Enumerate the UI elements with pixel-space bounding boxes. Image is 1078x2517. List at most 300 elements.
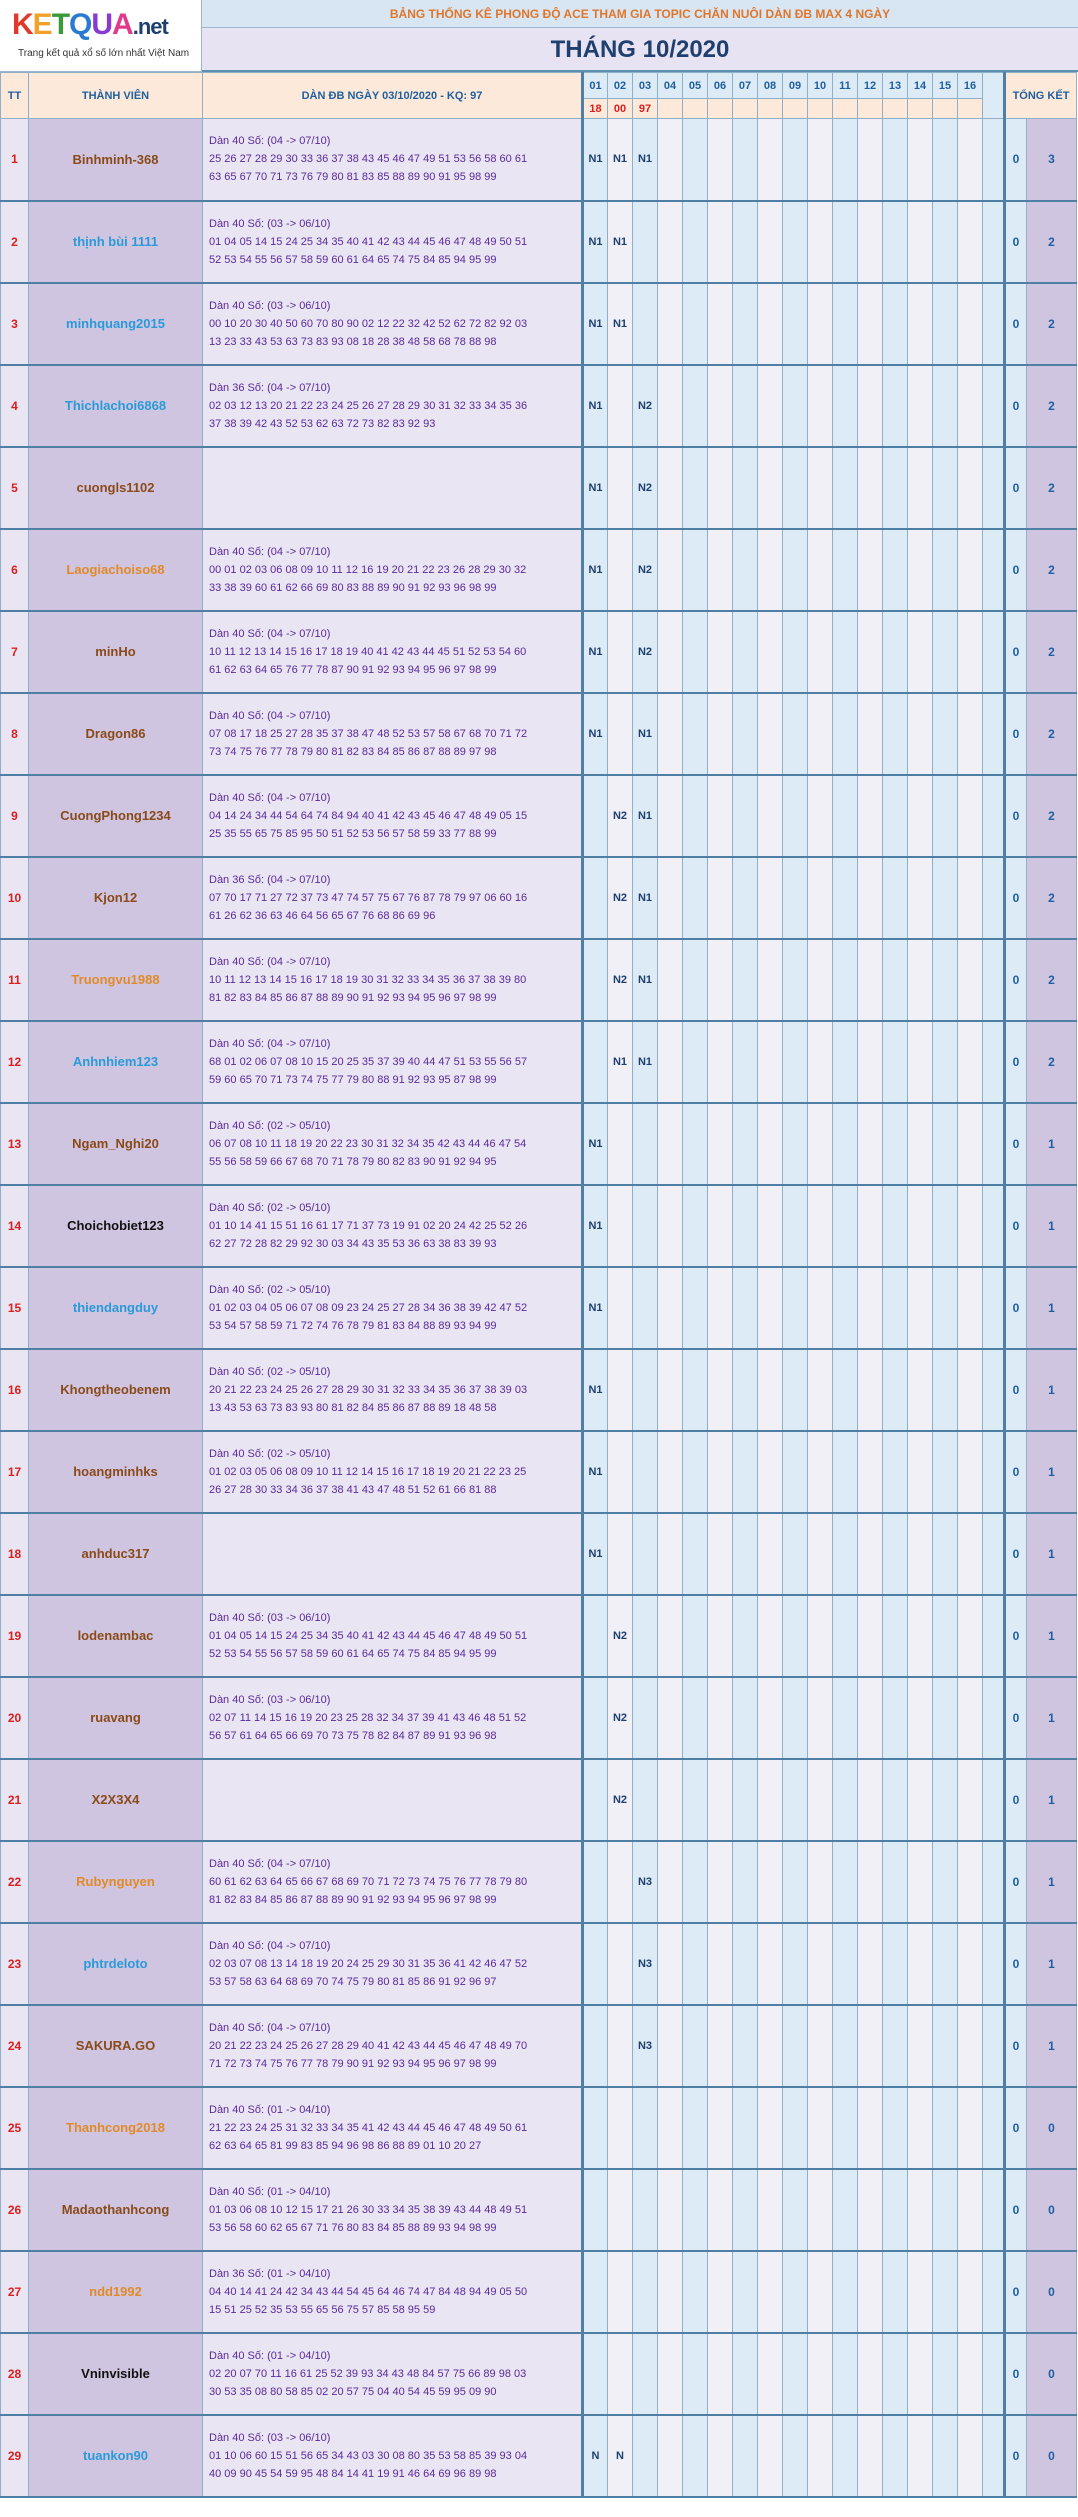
member-name[interactable]: X2X3X4 bbox=[29, 1759, 203, 1841]
day-mark-05 bbox=[683, 2415, 708, 2497]
total-count: 0 bbox=[1005, 611, 1027, 693]
day-mark-12 bbox=[858, 939, 883, 1021]
day-mark-09 bbox=[783, 939, 808, 1021]
dan-title: Dàn 40 Số: (02 -> 05/10) bbox=[209, 1119, 331, 1132]
day-mark-07 bbox=[733, 1841, 758, 1923]
total-count: 0 bbox=[1005, 1513, 1027, 1595]
member-name[interactable]: cuongls1102 bbox=[29, 447, 203, 529]
dan-number-list: 02 07 11 14 15 16 19 20 23 25 28 32 34 37 39 41 43 46 48 51 52 56 57 61 64 65 66 69 70 73 75 78 82 84 87 89 91 93 96 98 bbox=[209, 1711, 527, 1742]
day-mark-02 bbox=[608, 2333, 633, 2415]
member-row bbox=[1, 1185, 1077, 1267]
day-mark-09 bbox=[783, 1513, 808, 1595]
total-score: 1 bbox=[1027, 1841, 1077, 1923]
dan-numbers bbox=[203, 529, 583, 611]
site-logo[interactable] bbox=[0, 0, 202, 72]
member-name[interactable]: Khongtheobenem bbox=[29, 1349, 203, 1431]
total-score: 0 bbox=[1027, 2087, 1077, 2169]
dan-number-list: 01 03 06 08 10 12 15 17 21 26 30 33 34 35 38 39 43 44 48 49 51 53 56 58 60 62 65 67 71 76 80 83 84 85 88 89 93 94 98 99 bbox=[209, 2203, 528, 2234]
day-mark-02 bbox=[608, 2251, 633, 2333]
total-count: 0 bbox=[1005, 2333, 1027, 2415]
member-row bbox=[1, 1431, 1077, 1513]
sheet-title: BẢNG THỐNG KÊ PHONG ĐỘ ACE THAM GIA TOPIC CHĂN NUÔI DÀN ĐB MAX 4 NGÀY bbox=[202, 0, 1078, 28]
member-name[interactable]: Vninvisible bbox=[29, 2333, 203, 2415]
day-mark-07 bbox=[733, 693, 758, 775]
row-spacer bbox=[983, 2005, 1005, 2087]
member-name[interactable]: CuongPhong1234 bbox=[29, 775, 203, 857]
day-mark-14 bbox=[908, 857, 933, 939]
day-mark-12 bbox=[858, 201, 883, 283]
day-mark-07 bbox=[733, 2005, 758, 2087]
dan-title: Dàn 40 Số: (03 -> 06/10) bbox=[209, 217, 331, 230]
day-mark-07 bbox=[733, 1677, 758, 1759]
day-mark-07 bbox=[733, 365, 758, 447]
total-count: 0 bbox=[1005, 693, 1027, 775]
day-mark-12 bbox=[858, 1677, 883, 1759]
day-mark-16 bbox=[958, 119, 983, 201]
dan-numbers bbox=[203, 447, 583, 529]
day-mark-04 bbox=[658, 283, 683, 365]
day-mark-15 bbox=[933, 201, 958, 283]
day-mark-09 bbox=[783, 1595, 808, 1677]
dan-title: Dàn 40 Số: (01 -> 04/10) bbox=[209, 2349, 331, 2362]
day-mark-13 bbox=[883, 1431, 908, 1513]
day-mark-10 bbox=[808, 1349, 833, 1431]
day-mark-16 bbox=[958, 2415, 983, 2497]
dan-numbers bbox=[203, 939, 583, 1021]
dan-title: Dàn 40 Số: (04 -> 07/10) bbox=[209, 709, 331, 722]
day-mark-10 bbox=[808, 1595, 833, 1677]
day-mark-06 bbox=[708, 1595, 733, 1677]
day-mark-13 bbox=[883, 775, 908, 857]
day-header-07: 07 bbox=[733, 73, 758, 99]
day-mark-02 bbox=[608, 611, 633, 693]
member-name[interactable]: Rubynguyen bbox=[29, 1841, 203, 1923]
day-mark-15 bbox=[933, 283, 958, 365]
total-count: 0 bbox=[1005, 1841, 1027, 1923]
day-header-01: 01 bbox=[583, 73, 608, 99]
member-row bbox=[1, 2333, 1077, 2415]
member-name[interactable]: Dragon86 bbox=[29, 693, 203, 775]
day-mark-04 bbox=[658, 1595, 683, 1677]
day-mark-16 bbox=[958, 1677, 983, 1759]
member-name[interactable]: anhduc317 bbox=[29, 1513, 203, 1595]
day-mark-05 bbox=[683, 611, 708, 693]
total-count: 0 bbox=[1005, 529, 1027, 611]
day-mark-02 bbox=[608, 1513, 633, 1595]
day-mark-06 bbox=[708, 283, 733, 365]
row-spacer bbox=[983, 1841, 1005, 1923]
day-mark-06 bbox=[708, 447, 733, 529]
day-mark-06 bbox=[708, 2415, 733, 2497]
member-name[interactable]: Ngam_Nghi20 bbox=[29, 1103, 203, 1185]
day-mark-01 bbox=[583, 775, 608, 857]
dan-title: Dàn 36 Số: (01 -> 04/10) bbox=[209, 2267, 331, 2280]
day-mark-04 bbox=[658, 2415, 683, 2497]
day-mark-16 bbox=[958, 2087, 983, 2169]
day-mark-14 bbox=[908, 775, 933, 857]
day-mark-08 bbox=[758, 119, 783, 201]
day-mark-14 bbox=[908, 1677, 933, 1759]
day-mark-14 bbox=[908, 2169, 933, 2251]
dan-numbers bbox=[203, 1513, 583, 1595]
member-row bbox=[1, 2415, 1077, 2497]
day-mark-04 bbox=[658, 1923, 683, 2005]
day-mark-13 bbox=[883, 1185, 908, 1267]
day-mark-13 bbox=[883, 447, 908, 529]
total-count: 0 bbox=[1005, 1103, 1027, 1185]
day-mark-04 bbox=[658, 447, 683, 529]
day-header-11: 11 bbox=[833, 73, 858, 99]
day-mark-02 bbox=[608, 2005, 633, 2087]
day-mark-02 bbox=[608, 2169, 633, 2251]
row-spacer bbox=[983, 693, 1005, 775]
member-name[interactable]: phtrdeloto bbox=[29, 1923, 203, 2005]
day-mark-04 bbox=[658, 201, 683, 283]
day-mark-14 bbox=[908, 1267, 933, 1349]
day-mark-08 bbox=[758, 1185, 783, 1267]
day-mark-10 bbox=[808, 2251, 833, 2333]
member-row bbox=[1, 2087, 1077, 2169]
day-mark-01 bbox=[583, 1841, 608, 1923]
day-mark-04 bbox=[658, 611, 683, 693]
day-mark-07 bbox=[733, 2087, 758, 2169]
total-count: 0 bbox=[1005, 857, 1027, 939]
row-index: 1 bbox=[1, 119, 29, 201]
day-mark-14 bbox=[908, 1841, 933, 1923]
dan-numbers bbox=[203, 365, 583, 447]
total-count: 0 bbox=[1005, 939, 1027, 1021]
day-mark-03 bbox=[633, 2251, 658, 2333]
day-mark-11 bbox=[833, 1923, 858, 2005]
day-mark-01 bbox=[583, 1677, 608, 1759]
day-mark-13 bbox=[883, 1923, 908, 2005]
dan-numbers bbox=[203, 1267, 583, 1349]
day-mark-13 bbox=[883, 2169, 908, 2251]
member-name[interactable]: lodenambac bbox=[29, 1595, 203, 1677]
day-mark-09 bbox=[783, 1103, 808, 1185]
total-score: 1 bbox=[1027, 1349, 1077, 1431]
dan-number-list: 07 08 17 18 25 27 28 35 37 38 47 48 52 53 57 58 67 68 70 71 72 73 74 75 76 77 78 79 80 81 82 83 84 85 86 87 88 89 97 98 bbox=[209, 727, 528, 758]
day-mark-16 bbox=[958, 2005, 983, 2087]
day-mark-12 bbox=[858, 1923, 883, 2005]
day-mark-06 bbox=[708, 1103, 733, 1185]
day-mark-16 bbox=[958, 1103, 983, 1185]
dan-title: Dàn 40 Số: (01 -> 04/10) bbox=[209, 2185, 331, 2198]
col-header-dan: DÀN ĐB NGÀY 03/10/2020 - KQ: 97 bbox=[203, 73, 583, 119]
row-spacer bbox=[983, 1021, 1005, 1103]
day-mark-16 bbox=[958, 2251, 983, 2333]
dan-numbers bbox=[203, 775, 583, 857]
dan-title: Dàn 40 Số: (04 -> 07/10) bbox=[209, 791, 331, 804]
row-spacer bbox=[983, 2415, 1005, 2497]
member-name[interactable]: thiendangduy bbox=[29, 1267, 203, 1349]
day-mark-01: N1 bbox=[583, 119, 608, 201]
day-mark-09 bbox=[783, 1021, 808, 1103]
member-name[interactable]: minHo bbox=[29, 611, 203, 693]
dan-number-list: 60 61 62 63 64 65 66 67 68 69 70 71 72 73 74 75 76 77 78 79 80 81 82 83 84 85 86 87 88 89 90 91 92 93 94 95 96 97 98 99 bbox=[209, 1875, 528, 1906]
member-name[interactable]: Laogiachoiso68 bbox=[29, 529, 203, 611]
day-mark-04 bbox=[658, 119, 683, 201]
member-row bbox=[1, 1267, 1077, 1349]
day-mark-16 bbox=[958, 1759, 983, 1841]
day-mark-01: N1 bbox=[583, 1431, 608, 1513]
day-mark-14 bbox=[908, 447, 933, 529]
day-mark-12 bbox=[858, 1267, 883, 1349]
dan-numbers bbox=[203, 1021, 583, 1103]
row-spacer bbox=[983, 1185, 1005, 1267]
dan-title: Dàn 40 Số: (03 -> 06/10) bbox=[209, 2431, 331, 2444]
member-name[interactable]: thịnh bùi 1111 bbox=[29, 201, 203, 283]
total-count: 0 bbox=[1005, 1595, 1027, 1677]
day-mark-11 bbox=[833, 1841, 858, 1923]
day-mark-06 bbox=[708, 1185, 733, 1267]
day-mark-08 bbox=[758, 1021, 783, 1103]
day-mark-05 bbox=[683, 1349, 708, 1431]
day-mark-13 bbox=[883, 1267, 908, 1349]
logo-suffix: .net bbox=[132, 14, 168, 39]
day-header-12: 12 bbox=[858, 73, 883, 99]
day-mark-08 bbox=[758, 2415, 783, 2497]
total-count: 0 bbox=[1005, 201, 1027, 283]
total-score: 2 bbox=[1027, 365, 1077, 447]
day-mark-11 bbox=[833, 2251, 858, 2333]
member-name[interactable]: tuankon90 bbox=[29, 2415, 203, 2497]
day-mark-09 bbox=[783, 1677, 808, 1759]
day-mark-06 bbox=[708, 365, 733, 447]
day-header-06: 06 bbox=[708, 73, 733, 99]
row-index: 18 bbox=[1, 1513, 29, 1595]
day-result-11 bbox=[833, 99, 858, 119]
day-mark-08 bbox=[758, 1841, 783, 1923]
row-index: 21 bbox=[1, 1759, 29, 1841]
dan-numbers bbox=[203, 1185, 583, 1267]
day-mark-03 bbox=[633, 1595, 658, 1677]
day-mark-13 bbox=[883, 693, 908, 775]
dan-title: Dàn 40 Số: (01 -> 04/10) bbox=[209, 2103, 331, 2116]
day-result-09 bbox=[783, 99, 808, 119]
total-count: 0 bbox=[1005, 1267, 1027, 1349]
day-mark-01: N1 bbox=[583, 611, 608, 693]
day-mark-10 bbox=[808, 529, 833, 611]
total-score: 1 bbox=[1027, 1431, 1077, 1513]
day-mark-12 bbox=[858, 1431, 883, 1513]
day-mark-04 bbox=[658, 693, 683, 775]
member-row bbox=[1, 611, 1077, 693]
day-mark-03 bbox=[633, 1103, 658, 1185]
dan-number-list: 20 21 22 23 24 25 26 27 28 29 40 41 42 43 44 45 46 47 48 49 70 71 72 73 74 75 76 77 78 79 90 91 92 93 94 95 96 97 98 99 bbox=[209, 2039, 528, 2070]
member-name[interactable]: Thanhcong2018 bbox=[29, 2087, 203, 2169]
day-mark-11 bbox=[833, 693, 858, 775]
day-mark-14 bbox=[908, 1103, 933, 1185]
day-mark-06 bbox=[708, 1923, 733, 2005]
dan-number-list: 07 70 17 71 27 72 37 73 47 74 57 75 67 76 87 78 79 97 06 60 16 61 26 62 36 63 46 64 56 65 67 76 68 86 69 96 bbox=[209, 891, 528, 922]
dan-number-list: 01 02 03 05 06 08 09 10 11 12 14 15 16 17 18 19 20 21 22 23 25 26 27 28 30 33 34 36 37 38 41 43 47 48 51 52 61 66 81 88 bbox=[209, 1465, 527, 1496]
row-spacer bbox=[983, 1349, 1005, 1431]
day-header-04: 04 bbox=[658, 73, 683, 99]
day-header-15: 15 bbox=[933, 73, 958, 99]
member-name[interactable]: Madaothanhcong bbox=[29, 2169, 203, 2251]
day-mark-14 bbox=[908, 2005, 933, 2087]
logo-letter: Q bbox=[69, 8, 92, 41]
day-mark-08 bbox=[758, 529, 783, 611]
day-mark-10 bbox=[808, 1923, 833, 2005]
day-mark-06 bbox=[708, 775, 733, 857]
total-count: 0 bbox=[1005, 1677, 1027, 1759]
total-count: 0 bbox=[1005, 119, 1027, 201]
day-mark-10 bbox=[808, 1841, 833, 1923]
dan-numbers bbox=[203, 1923, 583, 2005]
dan-number-list: 25 26 27 28 29 30 33 36 37 38 43 45 46 47 49 51 53 56 58 60 61 63 65 67 70 71 73 76 79 80 81 83 85 88 89 90 91 95 98 99 bbox=[209, 153, 528, 184]
day-mark-07 bbox=[733, 1267, 758, 1349]
day-header-02: 02 bbox=[608, 73, 633, 99]
day-mark-09 bbox=[783, 1841, 808, 1923]
day-mark-01: N1 bbox=[583, 447, 608, 529]
day-mark-05 bbox=[683, 1103, 708, 1185]
member-name[interactable]: Thichlachoi6868 bbox=[29, 365, 203, 447]
day-mark-05 bbox=[683, 529, 708, 611]
day-mark-15 bbox=[933, 1185, 958, 1267]
total-count: 0 bbox=[1005, 2005, 1027, 2087]
day-mark-01 bbox=[583, 857, 608, 939]
day-mark-08 bbox=[758, 2169, 783, 2251]
day-mark-09 bbox=[783, 283, 808, 365]
day-mark-02 bbox=[608, 1185, 633, 1267]
day-mark-05 bbox=[683, 119, 708, 201]
total-count: 0 bbox=[1005, 2251, 1027, 2333]
member-name[interactable]: Anhnhiem123 bbox=[29, 1021, 203, 1103]
day-mark-12 bbox=[858, 857, 883, 939]
dan-title: Dàn 40 Số: (03 -> 06/10) bbox=[209, 299, 331, 312]
day-mark-14 bbox=[908, 119, 933, 201]
day-mark-12 bbox=[858, 283, 883, 365]
day-mark-09 bbox=[783, 2415, 808, 2497]
day-mark-09 bbox=[783, 1431, 808, 1513]
day-mark-02 bbox=[608, 1103, 633, 1185]
day-mark-03 bbox=[633, 2087, 658, 2169]
day-mark-12 bbox=[858, 2333, 883, 2415]
dan-number-list: 20 21 22 23 24 25 26 27 28 29 30 31 32 33 34 35 36 37 38 39 03 13 43 53 63 73 83 93 80 81 82 84 85 86 87 88 89 18 48 58 bbox=[209, 1383, 528, 1414]
member-name[interactable]: SAKURA.GO bbox=[29, 2005, 203, 2087]
member-name[interactable]: Truongvu1988 bbox=[29, 939, 203, 1021]
day-mark-05 bbox=[683, 1431, 708, 1513]
dan-numbers bbox=[203, 2415, 583, 2497]
day-mark-04 bbox=[658, 857, 683, 939]
row-spacer bbox=[983, 611, 1005, 693]
day-mark-06 bbox=[708, 1267, 733, 1349]
day-mark-12 bbox=[858, 2087, 883, 2169]
day-mark-03: N1 bbox=[633, 775, 658, 857]
dan-number-list: 04 14 24 34 44 54 64 74 84 94 40 41 42 43 45 46 47 48 49 05 15 25 35 55 65 75 85 95 50 51 52 53 56 57 58 59 33 77 88 99 bbox=[209, 809, 528, 840]
day-mark-14 bbox=[908, 1185, 933, 1267]
day-mark-04 bbox=[658, 2333, 683, 2415]
day-mark-16 bbox=[958, 939, 983, 1021]
day-mark-02: N1 bbox=[608, 201, 633, 283]
day-mark-13 bbox=[883, 119, 908, 201]
total-score: 2 bbox=[1027, 283, 1077, 365]
total-count: 0 bbox=[1005, 1759, 1027, 1841]
day-mark-08 bbox=[758, 447, 783, 529]
total-count: 0 bbox=[1005, 447, 1027, 529]
logo-letter: A bbox=[112, 8, 133, 41]
day-mark-08 bbox=[758, 1513, 783, 1595]
total-score: 2 bbox=[1027, 201, 1077, 283]
day-mark-07 bbox=[733, 2415, 758, 2497]
day-mark-12 bbox=[858, 693, 883, 775]
row-index: 11 bbox=[1, 939, 29, 1021]
day-mark-02 bbox=[608, 1923, 633, 2005]
day-mark-05 bbox=[683, 1021, 708, 1103]
day-mark-13 bbox=[883, 1595, 908, 1677]
day-mark-01 bbox=[583, 2087, 608, 2169]
dan-number-list: 01 10 06 60 15 51 56 65 34 43 03 30 08 80 35 53 58 85 39 93 04 40 09 90 45 54 59 95 48 84 14 41 19 91 46 64 69 96 89 98 bbox=[209, 2449, 528, 2480]
day-mark-11 bbox=[833, 1349, 858, 1431]
member-name[interactable]: ndd1992 bbox=[29, 2251, 203, 2333]
dan-title: Dàn 40 Số: (03 -> 06/10) bbox=[209, 1693, 331, 1706]
day-mark-06 bbox=[708, 611, 733, 693]
day-mark-04 bbox=[658, 1431, 683, 1513]
total-score: 1 bbox=[1027, 2005, 1077, 2087]
day-mark-15 bbox=[933, 1349, 958, 1431]
day-mark-07 bbox=[733, 1431, 758, 1513]
row-index: 10 bbox=[1, 857, 29, 939]
day-mark-08 bbox=[758, 939, 783, 1021]
member-name[interactable]: ruavang bbox=[29, 1677, 203, 1759]
day-mark-16 bbox=[958, 529, 983, 611]
day-mark-15 bbox=[933, 1021, 958, 1103]
day-mark-12 bbox=[858, 365, 883, 447]
day-mark-10 bbox=[808, 1513, 833, 1595]
col-header-member: THÀNH VIÊN bbox=[29, 73, 203, 119]
row-index: 5 bbox=[1, 447, 29, 529]
day-mark-09 bbox=[783, 2169, 808, 2251]
total-score: 3 bbox=[1027, 119, 1077, 201]
day-mark-07 bbox=[733, 1185, 758, 1267]
day-mark-15 bbox=[933, 857, 958, 939]
day-mark-10 bbox=[808, 939, 833, 1021]
member-row bbox=[1, 529, 1077, 611]
day-mark-03 bbox=[633, 283, 658, 365]
day-mark-08 bbox=[758, 283, 783, 365]
day-mark-11 bbox=[833, 1021, 858, 1103]
day-mark-13 bbox=[883, 201, 908, 283]
row-index: 16 bbox=[1, 1349, 29, 1431]
member-row bbox=[1, 2251, 1077, 2333]
dan-numbers bbox=[203, 1349, 583, 1431]
row-spacer bbox=[983, 1759, 1005, 1841]
day-mark-07 bbox=[733, 857, 758, 939]
day-mark-07 bbox=[733, 1021, 758, 1103]
day-mark-13 bbox=[883, 1021, 908, 1103]
day-mark-09 bbox=[783, 365, 808, 447]
day-mark-03: N1 bbox=[633, 939, 658, 1021]
day-mark-08 bbox=[758, 857, 783, 939]
member-name[interactable]: minhquang2015 bbox=[29, 283, 203, 365]
day-mark-03: N1 bbox=[633, 857, 658, 939]
row-index: 22 bbox=[1, 1841, 29, 1923]
member-name[interactable]: Binhminh-368 bbox=[29, 119, 203, 201]
day-mark-15 bbox=[933, 365, 958, 447]
day-mark-05 bbox=[683, 201, 708, 283]
member-name[interactable]: Choichobiet123 bbox=[29, 1185, 203, 1267]
day-mark-02 bbox=[608, 693, 633, 775]
total-score: 1 bbox=[1027, 1267, 1077, 1349]
member-name[interactable]: hoangminhks bbox=[29, 1431, 203, 1513]
day-mark-12 bbox=[858, 1595, 883, 1677]
row-index: 17 bbox=[1, 1431, 29, 1513]
day-mark-16 bbox=[958, 1021, 983, 1103]
dan-numbers bbox=[203, 119, 583, 201]
member-name[interactable]: Kjon12 bbox=[29, 857, 203, 939]
